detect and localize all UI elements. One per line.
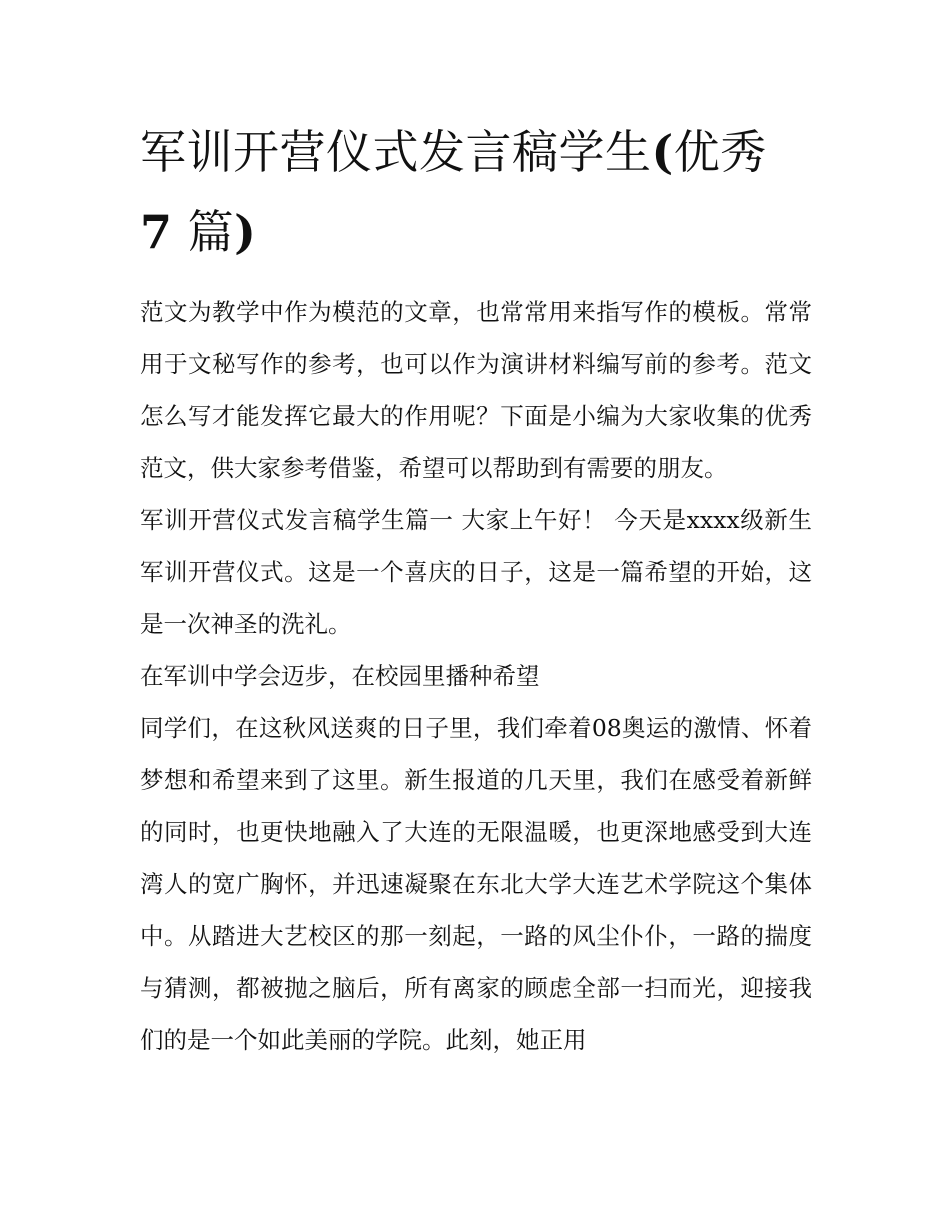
intro-paragraph: 范文为教学中作为模范的文章，也常常用来指写作的模板。常常用于文秘写作的参考，也可以作为演讲材料编写前的参考。范文怎么写才能发挥它最大的作用呢？下面是小编为大家收集的优秀范文，供大家参考借鉴，希望可以帮助到有需要的朋友。 [140,298,812,482]
title-number: 7 [140,205,173,259]
title-open-paren: ( [651,125,674,179]
speech-opening-paragraph: 军训开营仪式发言稿学生篇一 大家上午好！ 今天是xxxx级新生军训开营仪式。这是一个喜庆的日子，这是一篇希望的开始，这是一次神圣的洗礼。 [140,506,812,638]
document-body [140,112,812,1066]
title-main: 军训开营仪式发言稿学生 [140,125,652,179]
title-word: 篇 [187,205,235,259]
title-after-paren: 优秀 [673,125,767,179]
title-close-paren: ) [234,205,257,259]
speech-heading-line: 在军训中学会迈步，在校园里播种希望 [140,662,540,690]
document-title [140,112,812,272]
speech-body-paragraph: 同学们，在这秋风送爽的日子里，我们牵着08奥运的激情、怀着梦想和希望来到了这里。新生报道的几天里，我们在感受着新鲜的同时，也更快地融入了大连的无限温暖，也更深地感受到大连湾人的宽广胸怀，并迅速凝聚在东北大学大连艺术学院这个集体中。从踏进大艺校区的那一刻起，一路的风尘仆仆，一路的揣度与猜测，都被抛之脑后，所有离家的顾虑全部一扫而光，迎接我们的是一个如此美丽的学院。此刻，她正用 [140,714,812,1054]
